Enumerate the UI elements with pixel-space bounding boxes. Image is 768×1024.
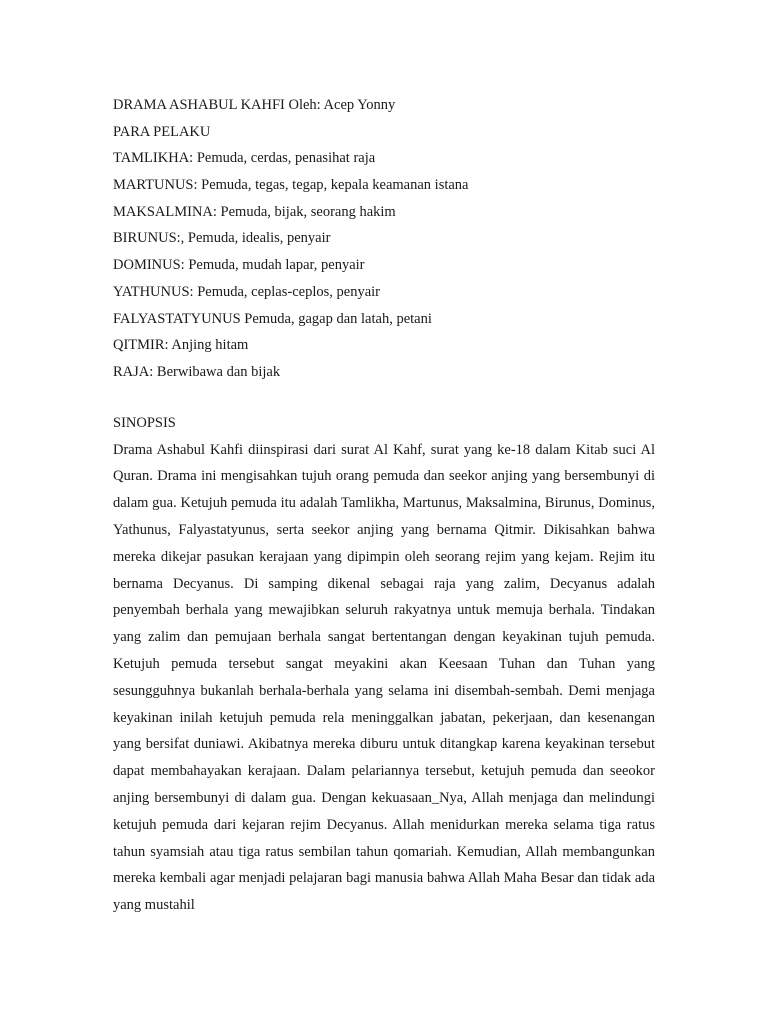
cast-item: FALYASTATYUNUS Pemuda, gagap dan latah, petani — [113, 310, 432, 327]
cast-item: MAKSALMINA: Pemuda, bijak, seorang hakim — [113, 203, 396, 220]
cast-item: YATHUNUS: Pemuda, ceplas-ceplos, penyair — [113, 283, 380, 300]
document-title: DRAMA ASHABUL KAHFI Oleh: Acep Yonny — [113, 97, 396, 113]
cast-item: DOMINUS: Pemuda, mudah lapar, penyair — [113, 257, 365, 274]
cast-item: RAJA: Berwibawa dan bijak — [113, 363, 281, 380]
synopsis-paragraph: Drama Ashabul Kahfi diinspirasi dari surat Al Kahf, surat yang ke-18 dalam Kitab suci Al Quran. Drama ini mengisahkan tujuh orang pemuda dan seekor anjing yang bersembunyi di dalam gua. Ketujuh pemuda itu adalah Tamlikha, Martunus, Maksalmina, Birunus, Dominus, Yathunus, Falyastatyunus, serta seekor anjing yang bernama Qitmir. Dikisahkan bahwa mereka dikejar pasukan kerajaan yang dipimpin oleh seorang rejim yang kejam. Rejim itu bernama Decyanus. Di samping dikenal sebagai raja yang zalim, Decyanus adalah penyembah berhala yang mewajibkan seluruh rakyatnya untuk memuja berhala. Tindakan yang zalim dan pemujaan berhala sangat bertentangan dengan keyakinan tujuh pemuda. Ketujuh pemuda tersebut sangat meyakini akan Keesaan Tuhan dan Tuhan yang sesungguhnya bukanlah berhala-berhala yang selama ini disembah-sembah. Demi menjaga keyakinan inilah ketujuh pemuda rela meninggalkan jabatan, pekerjaan, dan kesenangan yang bersifat duniawi. Akibatnya mereka diburu untuk ditangkap karena keyakinan tersebut dapat membahayakan kerajaan. Dalam pelariannya tersebut, ketujuh pemuda dan seeokor anjing bersembunyi di dalam gua. Dengan kekuasaan_Nya, Allah menjaga dan melindungi ketujuh pemuda dari kejaran rejim Decyanus. Allah menidurkan mereka selama tiga ratus tahun syamsiah atau tiga ratus sembilan tahun qomariah. Kemudian, Allah membangunkan mereka kembali agar menjadi pelajaran bagi manusia bahwa Allah Maha Besar dan tidak ada yang mustahil — [113, 441, 655, 914]
cast-item: TAMLIKHA: Pemuda, cerdas, penasihat raja — [113, 150, 376, 167]
cast-heading: PARA PELAKU — [113, 123, 211, 140]
cast-item: MARTUNUS: Pemuda, tegas, tegap, kepala keamanan istana — [113, 177, 469, 194]
cast-section — [113, 92, 673, 386]
cast-item: BIRUNUS:, Pemuda, idealis, penyair — [113, 230, 331, 247]
synopsis-heading: SINOPSIS — [113, 415, 176, 431]
synopsis-section — [113, 410, 655, 919]
cast-item: QITMIR: Anjing hitam — [113, 337, 249, 354]
